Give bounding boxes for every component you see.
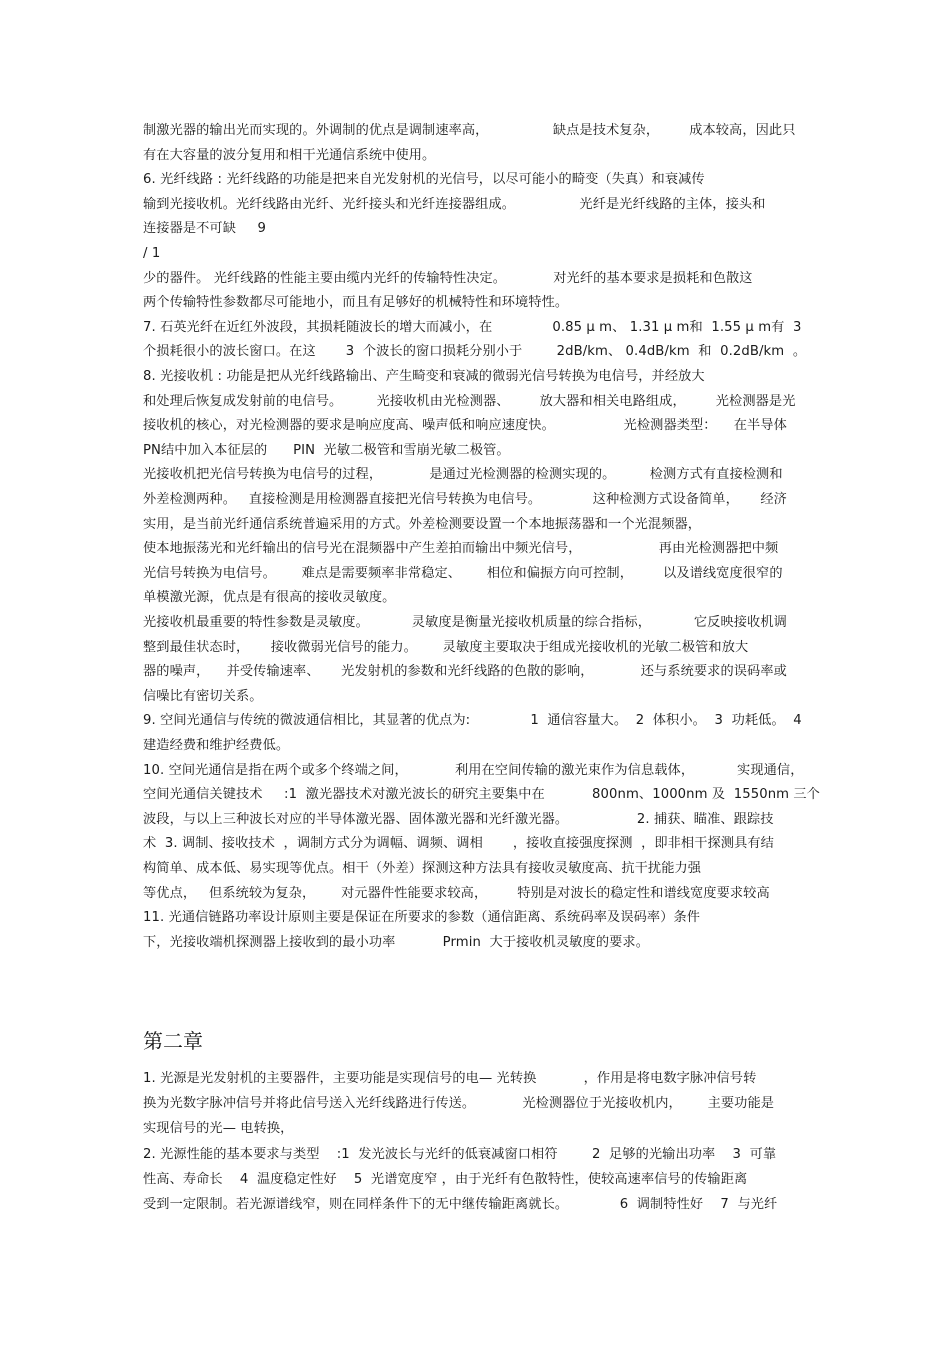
text-line: 输到光接收机。光纤线路由光纤、光纤接头和光纤连接器组成。 光纤是光纤线路的主体，接头和 xyxy=(143,196,766,212)
text-line: 光信号转换为电信号。 难点是需要频率非常稳定、 相位和偏振方向可控制， 以及谱线宽度很窄的 xyxy=(143,565,783,581)
text-line: 接收机的核心，对光检测器的要求是响应度高、噪声低和响应速度快。 光检测器类型： 在半导体 xyxy=(143,418,787,434)
text-line: 11. 光通信链路功率设计原则主要是保证在所要求的参数（通信距离、系统码率及误码率）条件 xyxy=(143,910,701,926)
text-line: 连接器是不可缺 9 xyxy=(143,221,266,237)
text-line: 10. 空间光通信是指在两个或多个终端之间， 利用在空间传输的激光束作为信息载体， 实现通信， xyxy=(143,762,804,778)
text-line: 8. 光接收机 : 功能是把从光纤线路输出、产生畸变和衰减的微弱光信号转换为电信号，并经放大 xyxy=(143,369,705,384)
text-line: 少的器件。 光纤线路的性能主要由缆内光纤的传输特性决定。 对光纤的基本要求是损耗和色散这 xyxy=(143,270,753,286)
text-line: 9. 空间光通信与传统的微波通信相比，其显著的优点为: 1 通信容量大。 2 体积小。 3 功耗低。 4 xyxy=(143,713,802,729)
text-line: 波段，与以上三种波长对应的半导体激光器、固体激光器和光纤激光器。 2. 捕获、瞄准、跟踪技 xyxy=(143,811,774,827)
text-line: 受到一定限制。若光源谱线窄，则在同样条件下的无中继传输距离就长。 6 调制特性好 7 与光纤 xyxy=(143,1197,778,1212)
text-line: 整到最佳状态时， 接收微弱光信号的能力。 灵敏度主要取决于组成光接收机的光敏二极管和放大 xyxy=(143,639,749,655)
text-line: 两个传输特性参数都尽可能地小，而且有足够好的机械特性和环境特性。 xyxy=(143,295,569,311)
text-line: 2. 光源性能的基本要求与类型 :1 发光波长与光纤的低衰减窗口相符 2 足够的光输出功率 3 可靠 xyxy=(143,1146,777,1162)
text-line: 单模激光源，优点是有很高的接收灵敏度。 xyxy=(143,590,396,606)
text-line: / 1 xyxy=(143,246,161,261)
text-line: 有在大容量的波分复用和相干光通信系统中使用。 xyxy=(143,147,436,163)
text-line: 6. 光纤线路 : 光纤线路的功能是把来自光发射机的光信号，以尽可能小的畸变（失真）和衰减传 xyxy=(143,172,705,188)
text-line: 下，光接收端机探测器上接收到的最小功率 Prmin 大于接收机灵敏度的要求。 xyxy=(143,934,649,950)
text-line: 术 3. 调制、接收技术 ，调制方式分为调幅、调频、调相 ，接收直接强度探测 ，即非相干探测具有结 xyxy=(143,836,774,852)
text-line: 外差检测两种。 直接检测是用检测器直接把光信号转换为电信号。 这种检测方式设备简单， 经济 xyxy=(143,492,787,507)
text-line: 建造经费和维护经费低。 xyxy=(143,738,290,753)
text-line: 构简单、成本低、易实现等优点。相干（外差）探测这种方法具有接收灵敏度高、抗干扰能力强 xyxy=(143,861,702,876)
text-line: 等优点， 但系统较为复杂， 对元器件性能要求较高， 特别是对波长的稳定性和谱线宽度要求较高 xyxy=(143,885,770,901)
text-line: 光接收机把光信号转换为电信号的过程， 是通过光检测器的检测实现的。 检测方式有直接检测和 xyxy=(143,467,783,483)
text-line: 和处理后恢复成发射前的电信号。 光接收机由光检测器、 放大器和相关电路组成， 光检测器是光 xyxy=(143,393,796,409)
text-line: 使本地振荡光和光纤输出的信号光在混频器中产生差拍而输出中频光信号， 再由光检测器把中频 xyxy=(143,541,779,557)
text-line: 信噪比有密切关系。 xyxy=(143,688,263,704)
text-line: PN结中加入本征层的 PIN 光敏二极管和雪崩光敏二极管。 xyxy=(143,442,510,458)
chapter-heading: 第二章 xyxy=(143,1029,203,1053)
text-line: 空间光通信关键技术 :1 激光器技术对激光波长的研究主要集中在 800nm、1000nm 及 1550nm 三个 xyxy=(143,787,820,803)
text-line: 器的噪声， 并受传输速率、 光发射机的参数和光纤线路的色散的影响， 还与系统要求的误码率或 xyxy=(143,664,787,680)
text-line: 实现信号的光— 电转换， xyxy=(143,1121,294,1137)
text-line: 1. 光源是光发射机的主要器件，主要功能是实现信号的电— 光转换 ，作用是将电数字脉冲信号转 xyxy=(143,1071,757,1086)
text-line: 换为光数字脉冲信号并将此信号送入光纤线路进行传送。 光检测器位于光接收机内， 主要功能是 xyxy=(143,1096,775,1112)
text-line: 实用，是当前光纤通信系统普遍采用的方式。外差检测要设置一个本地振荡器和一个光混频器， xyxy=(143,516,702,532)
text-line: 个损耗很小的波长窗口。在这 3 个波长的窗口损耗分别小于 2dB/km、 0.4dB/km 和 0.2dB/km 。 xyxy=(143,344,807,360)
text-line: 光接收机最重要的特性参数是灵敏度。 灵敏度是衡量光接收机质量的综合指标， 它反映接收机调 xyxy=(143,615,787,630)
text-line: 制激光器的输出光而实现的。外调制的优点是调制速率高， 缺点是技术复杂， 成本较高，因此只 xyxy=(143,123,796,138)
text-line: 7. 石英光纤在近红外波段，其损耗随波长的增大而减小，在 0.85 μ m、 1.31 μ m和 1.55 μ m有 3 xyxy=(143,319,802,335)
text-line: 性高、寿命长 4 温度稳定性好 5 光谱宽度窄 ，由于光纤有色散特性，使较高速率信号的传输距离 xyxy=(143,1171,748,1187)
